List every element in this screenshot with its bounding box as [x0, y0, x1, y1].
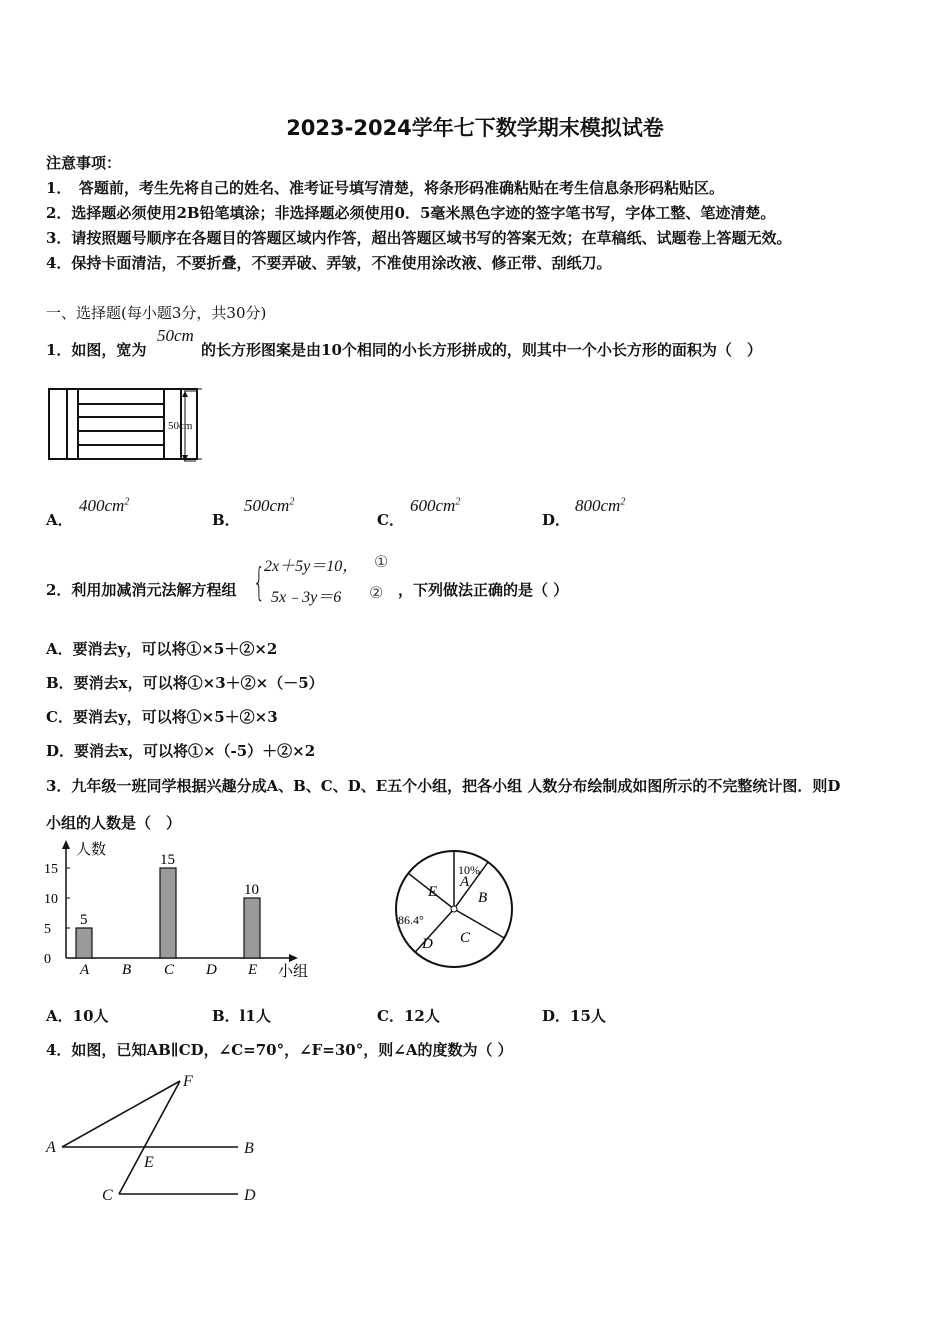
y-tick-label: 15 [44, 862, 58, 877]
y-axis-arrow-icon [62, 840, 70, 849]
note-item: 1． 答题前，考生先将自己的姓名、准考证号填写清楚，将条形码准确粘贴在考生信息条形码粘贴区。 [46, 179, 724, 197]
q3-option-c: C．12人 [377, 1007, 440, 1025]
bar-chart-xlabel: 小组 [278, 964, 309, 980]
bar [244, 898, 260, 958]
section-heading: 一、选择题(每小题3分，共30分) [46, 304, 267, 322]
y-tick-label: 10 [44, 892, 58, 907]
q1-option-d-label: D． [542, 511, 571, 529]
note-item: 4．保持卡面清洁，不要折叠，不要弄破、弄皱，不准使用涂改液、修正带、刮纸刀。 [46, 254, 612, 272]
q3-pie-chart [390, 846, 520, 972]
q1-rectangle-figure [44, 383, 214, 465]
q2-equation-2-mark: ② [369, 583, 384, 602]
x-tick-label: A [80, 962, 90, 978]
x-axis-arrow-icon [289, 954, 298, 962]
q3-option-b: B．l1人 [212, 1007, 271, 1025]
pie-center [451, 906, 457, 912]
bar-value-label: 10 [244, 882, 259, 898]
q2-suffix: ，下列做法正确的是（ ） [398, 581, 569, 599]
q4-text: 4．如图，已知AB∥CD，∠C=70°，∠F=30°，则∠A的度数为（ ） [46, 1041, 513, 1059]
q3-line-2: 小组的人数是（ ） [46, 814, 182, 832]
page-title: 2023-2024学年七下数学期末模拟试卷 [286, 116, 664, 140]
q3-bar-chart [40, 838, 330, 983]
q2-prefix: 2．利用加减消元法解方程组 [46, 581, 237, 599]
q4-geometry-figure [40, 1068, 280, 1208]
note-item: 2．选择题必须使用2B铅笔填涂；非选择题必须使用0．5毫米黑色字迹的签字笔书写，字体工整、笔迹清楚。 [46, 204, 776, 222]
pie-slice-label: D [422, 936, 433, 952]
q2-equation-1-mark: ① [374, 552, 389, 571]
bar [76, 928, 92, 958]
note-item: 3．请按照题号顺序在各题目的答题区域内作答，超出答题区域书写的答案无效；在草稿纸、试题卷上答题无效。 [46, 229, 792, 247]
point-label-b: B [244, 1140, 254, 1157]
x-tick-label: B [122, 962, 132, 978]
q2-option-c: C．要消去y，可以将①×5＋②×3 [46, 708, 278, 726]
q1-option-a-label: A． [46, 511, 73, 529]
bar-chart-ylabel: 人数 [76, 842, 107, 858]
q2-equation-2: 5x﹣3y＝6 [271, 589, 342, 606]
point-label-f: F [183, 1073, 193, 1090]
bar-value-label: 15 [160, 852, 175, 868]
point-label-c: C [102, 1187, 113, 1204]
q2-option-b: B．要消去x，可以将①×3＋②×（－5） [46, 674, 324, 692]
x-tick-label: D [206, 962, 217, 978]
q1-option-b-label: B． [212, 511, 240, 529]
point-label-d: D [244, 1187, 256, 1204]
pie-slice-label: A [460, 874, 470, 890]
q1-option-a: $400cm^2$ [79, 496, 130, 515]
q1-option-b: $500cm^2$ [244, 496, 295, 515]
q1-figure-label: 50cm [168, 420, 193, 432]
q2-option-a: A．要消去y，可以将①×5＋②×2 [46, 640, 278, 658]
pie-slice-value: 10% [458, 863, 480, 877]
pie-slice-label: B [478, 890, 488, 906]
notes-heading: 注意事项： [46, 154, 122, 172]
pie-slice-label: E [428, 884, 438, 900]
q3-line-1: 3．九年级一班同学根据兴趣分成A、B、C、D、E五个小组，把各小组 人数分布绘制成如图所示的不完整统计图．则D [46, 777, 841, 795]
q3-option-a: A．10人 [46, 1007, 109, 1025]
q3-option-d: D．15人 [542, 1007, 606, 1025]
q1-option-c: $600cm^2$ [410, 496, 461, 515]
q1-math-width: 50cm [157, 326, 194, 345]
pie-slice-label: C [460, 930, 471, 946]
point-label-a: A [46, 1139, 56, 1156]
bar-value-label: 5 [80, 912, 88, 928]
q2-equation-1: 2x＋5y＝10， [264, 558, 359, 575]
point-label-e: E [144, 1154, 154, 1171]
q1-suffix: 的长方形图案是由10个相同的小长方形拼成的，则其中一个小长方形的面积为（ ） [201, 341, 762, 359]
q1-option-c-label: C． [377, 511, 404, 529]
y-tick-label: 0 [44, 952, 51, 967]
q1-prefix: 1．如图，宽为 [46, 341, 147, 359]
x-tick-label: C [164, 962, 175, 978]
bar [160, 868, 176, 958]
q2-brace: { [253, 560, 266, 604]
q1-option-d: $800cm^2$ [575, 496, 626, 515]
q2-option-d: D．要消去x，可以将①×（-5）＋②×2 [46, 742, 316, 760]
pie-slice-value: 86.4° [398, 913, 424, 927]
x-tick-label: E [248, 962, 258, 978]
y-tick-label: 5 [44, 922, 51, 937]
